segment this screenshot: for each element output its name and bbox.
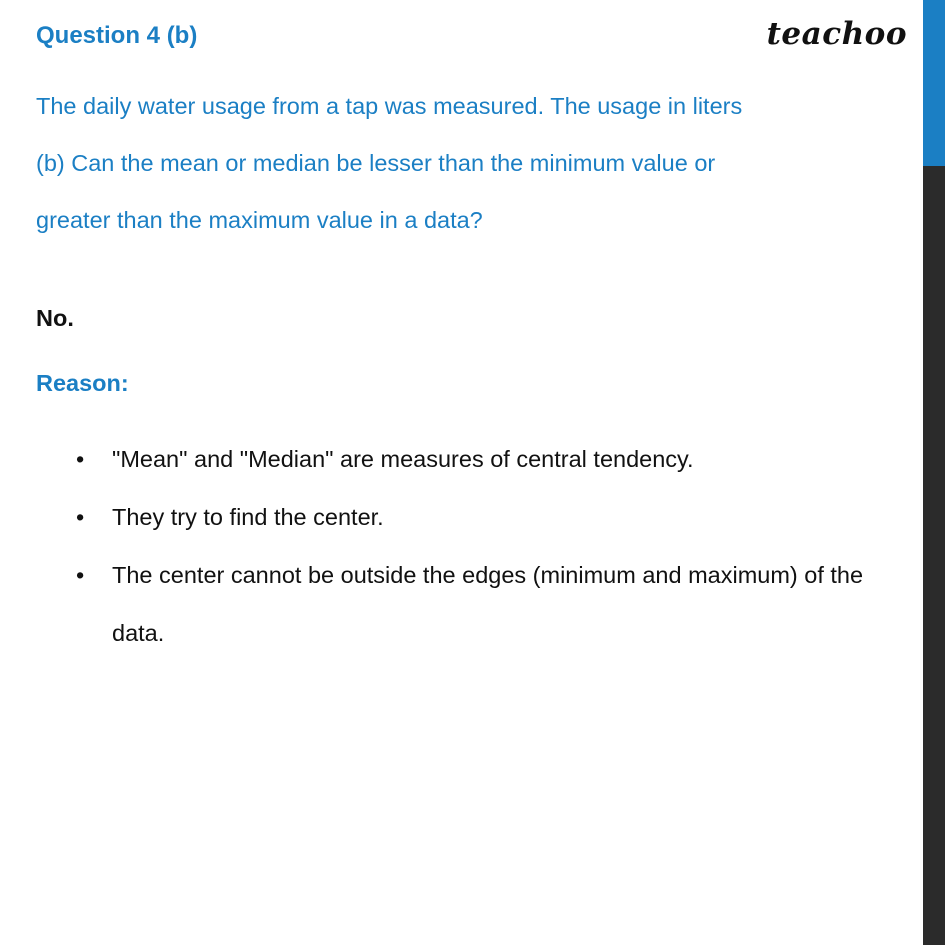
reason-label: Reason: — [36, 370, 129, 396]
bullet-icon: • — [76, 562, 85, 588]
reason-bullet-list — [36, 430, 896, 662]
page-title: Question 4 (b) — [36, 22, 198, 49]
list-item — [36, 488, 896, 546]
teachoo-logo: teachoo — [766, 16, 907, 52]
list-item-label: "Mean" and "Median" are measures of central tendency. — [112, 446, 694, 472]
question-line-2: (b) Can the mean or median be lesser than the minimum value or — [36, 150, 716, 176]
list-item-label: The center cannot be outside the edges (minimum and maximum) of the data. — [112, 562, 864, 646]
list-item — [36, 430, 896, 488]
question-line-1: The daily water usage from a tap was measured. The usage in liters — [36, 93, 743, 119]
bullet-icon: • — [76, 446, 85, 472]
question-text — [36, 78, 916, 249]
list-item — [36, 546, 896, 662]
bullet-icon: • — [76, 504, 85, 530]
right-edge-blue-bar — [923, 0, 945, 166]
answer-verdict: No. — [36, 305, 74, 331]
question-line-3: greater than the maximum value in a data? — [36, 207, 483, 233]
list-item-label: They try to find the center. — [112, 504, 384, 530]
